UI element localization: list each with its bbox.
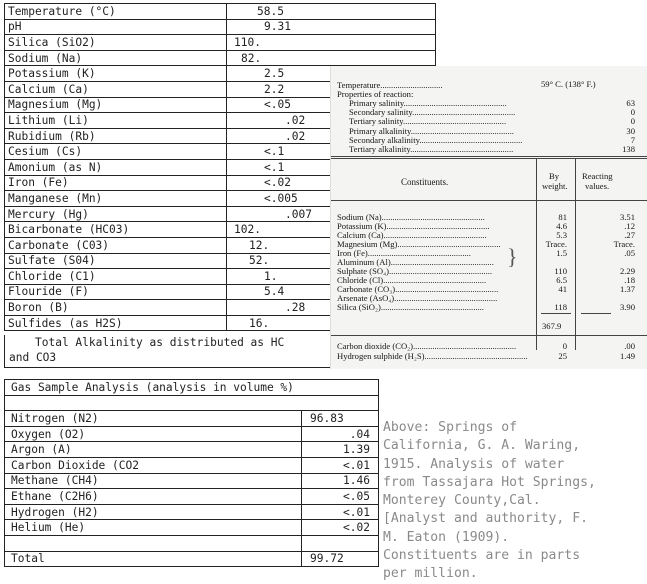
scan-constituent-row: Magnesium (Mg)................................................ <box>337 239 501 249</box>
constituent-name: Manganese (Mn) <box>5 191 227 207</box>
scan-gas-weight: 0 <box>562 341 567 351</box>
gas-total-row <box>5 551 379 567</box>
constituent-value: 1. <box>227 269 436 285</box>
scan-row-label: Hydrogen sulphide (H₂S) <box>337 350 425 361</box>
scan-row-label: Silica (SiO₂) <box>337 302 381 312</box>
constituent-value: .28 <box>227 300 436 316</box>
constituent-name: Bicarbonate (HC03) <box>5 222 227 238</box>
scan-column-rule <box>575 158 576 350</box>
scan-col-react-1: Reacting <box>582 171 613 181</box>
scan-reaction-value: 0 <box>630 116 635 127</box>
scan-col-constituents: Constituents. <box>401 177 449 187</box>
scan-constituent-react: 1.37 <box>619 284 635 294</box>
table-row <box>5 50 436 66</box>
constituent-value: 2.5 <box>227 66 436 82</box>
constituent-name: Calcium (Ca) <box>5 81 227 97</box>
constituent-name: Sodium (Na) <box>5 50 227 66</box>
gas-value: <.01 <box>302 504 379 520</box>
alkalinity-note <box>4 335 372 368</box>
table-row <box>5 473 379 489</box>
table-row <box>5 4 436 20</box>
constituent-name: Amonium (as N) <box>5 159 227 175</box>
gas-total-value: 99.72 <box>302 551 379 567</box>
table-row <box>5 35 436 51</box>
scan-row-label: Tertiary salinity <box>349 116 403 127</box>
constituent-value: 102. <box>227 222 436 238</box>
constituent-name: Rubidium (Rb) <box>5 128 227 144</box>
scan-reaction-row: Secondary salinity................................................ <box>349 107 516 118</box>
constituent-value: 5.4 <box>227 284 436 300</box>
table-row <box>5 520 379 536</box>
gas-analysis-table <box>4 379 379 567</box>
scan-constituent-row: Aluminum (Al)................................................ <box>337 257 494 267</box>
constituent-name: Potassium (K) <box>5 66 227 82</box>
scan-row-label: Primary salinity <box>349 98 404 108</box>
scan-temperature-value: 59° C. (138° F.) <box>541 79 596 89</box>
gas-total-label: Total <box>5 551 302 567</box>
gas-name: Nitrogen (N2) <box>5 411 302 427</box>
scan-reaction-value: 138 <box>622 144 635 154</box>
constituent-name: pH <box>5 19 227 35</box>
constituent-name: Flouride (F) <box>5 284 227 300</box>
scan-constituent-weight: Trace. <box>545 239 567 249</box>
scan-constituent-react: 3.90 <box>619 302 635 312</box>
constituent-value: .02 <box>227 113 436 129</box>
scan-rule <box>331 158 647 159</box>
table-row <box>5 411 379 427</box>
gas-analysis-body <box>5 380 379 411</box>
scan-rule <box>331 156 647 157</box>
scan-constituent-row: Carbonate (CO₃)................................................ <box>337 284 499 294</box>
gas-name: Oxygen (O2) <box>5 426 302 442</box>
scan-column-rule <box>536 158 537 350</box>
scan-row-label: Sulphate (SO₄) <box>337 266 389 276</box>
scan-reaction-value: 7 <box>630 134 635 145</box>
constituent-name: Mercury (Hg) <box>5 206 227 222</box>
scan-constituent-row: Calcium (Ca)................................................ <box>337 230 487 240</box>
table-row <box>5 19 436 35</box>
gas-heading: Gas Sample Analysis (analysis in volume %) <box>5 380 379 396</box>
scan-constituent-weight: 4.6 <box>556 221 567 231</box>
gas-value: 1.46 <box>302 473 379 489</box>
constituent-value: 58.5 <box>227 4 436 20</box>
gas-value: <.05 <box>302 489 379 505</box>
scan-constituent-react: .27 <box>624 230 635 240</box>
constituent-value: 52. <box>227 253 436 269</box>
scan-row-label: Chloride (Cl) <box>337 275 384 285</box>
constituent-value: 12. <box>227 237 436 253</box>
scan-reaction-value: 63 <box>626 98 635 108</box>
gas-spacer-cell <box>5 535 302 551</box>
scan-constituent-react: .12 <box>624 221 635 231</box>
scan-constituent-row: Silica (SiO₂)................................................ <box>337 302 484 312</box>
scan-row-label: Magnesium (Mg) <box>337 239 398 249</box>
table-row <box>5 489 379 505</box>
scan-constituent-react: .18 <box>624 275 635 285</box>
scan-row-label: Sodium (Na) <box>337 212 382 222</box>
scan-constituent-row: Sulphate (SO₄)................................................ <box>337 266 493 276</box>
scan-total-weight: 367.9 <box>542 321 562 331</box>
scan-reaction-row: Tertiary alkalinity................................................ <box>349 144 514 154</box>
scan-constituent-row: Sodium (Na)................................................ <box>337 212 485 222</box>
gas-name: Argon (A) <box>5 442 302 458</box>
constituent-name: Silica (SiO2) <box>5 35 227 51</box>
scan-constituent-row: Arsenate (AsO₄)................................................ <box>337 293 498 303</box>
alkalinity-note-line1: Total Alkalinity as distributed as HC <box>35 336 285 349</box>
scan-row-label: Calcium (Ca) <box>337 230 384 240</box>
gas-name: Carbon Dioxide (CO2 <box>5 457 302 473</box>
scan-constituent-weight: 110 <box>554 266 567 276</box>
scan-reaction-value: 30 <box>626 125 635 136</box>
table-row <box>5 426 379 442</box>
scan-row-label: Aluminum (Al) <box>337 257 391 267</box>
gas-heading-row <box>5 380 379 396</box>
alkalinity-note-line2: and CO3 <box>9 351 57 364</box>
scan-row-label: Potassium (K) <box>337 221 387 231</box>
constituent-value: <.05 <box>227 97 436 113</box>
scan-col-weight-2: weight. <box>542 181 568 191</box>
constituent-value: <.005 <box>227 191 436 207</box>
scan-col-weight-1: By <box>549 171 560 181</box>
gas-spacer-cell <box>5 395 379 411</box>
constituent-name: Iron (Fe) <box>5 175 227 191</box>
scan-constituent-weight: 118 <box>554 302 567 312</box>
constituent-value: 9.31 <box>227 19 436 35</box>
table-row <box>5 504 379 520</box>
constituent-name: Temperature (°C) <box>5 4 227 20</box>
scan-reaction-heading: Properties of reaction: <box>337 89 414 99</box>
gas-spacer-cell <box>302 535 379 551</box>
scan-constituent-row: Chloride (Cl)................................................ <box>337 275 487 285</box>
scan-row-label: Tertiary alkalinity <box>349 144 411 154</box>
constituent-value: 82. <box>227 50 436 66</box>
gas-name: Hydrogen (H2) <box>5 504 302 520</box>
scanned-analysis-image <box>330 66 647 369</box>
table-row <box>5 442 379 458</box>
scan-constituent-react: 2.29 <box>619 266 635 276</box>
gas-rows <box>5 411 379 536</box>
constituent-name: Sulfides (as H2S) <box>5 315 227 331</box>
scan-reaction-row: Tertiary salinity................................................ <box>349 116 507 127</box>
constituent-name: Lithium (Li) <box>5 113 227 129</box>
table-row <box>5 457 379 473</box>
constituent-name: Sulfate (S04) <box>5 253 227 269</box>
scan-reaction-row: Primary salinity................................................ <box>349 98 507 108</box>
scan-row-label: Secondary alkalinity <box>349 134 420 145</box>
scan-constituent-weight: 81 <box>558 212 567 222</box>
gas-value: <.01 <box>302 457 379 473</box>
scan-gas-row: Hydrogen sulphide (H₂S)................................................ <box>337 350 528 361</box>
scan-reaction-row: Primary alkalinity................................................ <box>349 125 514 136</box>
scan-constituent-react: .05 <box>624 248 635 258</box>
scan-rule <box>541 313 571 314</box>
gas-value: 1.39 <box>302 442 379 458</box>
scan-rule <box>581 313 611 314</box>
scan-row-label: Secondary salinity <box>349 107 413 118</box>
scan-col-react-2: values. <box>585 181 610 191</box>
scan-constituent-react: Trace. <box>613 239 635 249</box>
constituent-value: .007 <box>227 206 436 222</box>
scan-gas-weight: 25 <box>558 350 567 361</box>
scan-constituent-weight: 6.5 <box>556 275 567 285</box>
constituent-value: <.02 <box>227 175 436 191</box>
constituent-value: 2.2 <box>227 81 436 97</box>
scan-gas-react: .00 <box>624 341 635 351</box>
gas-value: .04 <box>302 426 379 442</box>
constituent-name: Chloride (C1) <box>5 269 227 285</box>
scan-gas-row: Carbon dioxide (CO₂)................................................ <box>337 341 517 351</box>
scan-row-label: Iron (Fe) <box>337 248 368 258</box>
scan-constituent-react: 3.51 <box>619 212 635 222</box>
constituent-value: <.1 <box>227 144 436 160</box>
gas-name: Helium (He) <box>5 520 302 536</box>
scan-brace-mark: } <box>507 244 518 269</box>
scan-constituent-weight: 5.3 <box>556 230 567 240</box>
scan-constituent-row: Potassium (K)................................................ <box>337 221 490 231</box>
constituent-name: Carbonate (C03) <box>5 237 227 253</box>
gas-value: <.02 <box>302 520 379 536</box>
source-caption: Above: Springs of California, G. A. Waring, 1915. Analysis of water from Tassajara Hot Springs, Monterey County,Cal. [Analyst and authority, F. M. Eaton (1909). Constituents are in parts per million. <box>383 420 596 582</box>
gas-total-body <box>5 535 379 566</box>
scan-row-label: Carbon dioxide (CO₂) <box>337 341 414 351</box>
scan-temperature-label: Temperature............................. <box>337 80 443 90</box>
gas-spacer-row-2 <box>5 535 379 551</box>
constituent-name: Cesium (Cs) <box>5 144 227 160</box>
gas-name: Ethane (C2H6) <box>5 489 302 505</box>
constituent-value: 110. <box>227 35 436 51</box>
gas-spacer-row <box>5 395 379 411</box>
scan-row-label: Carbonate (CO₃) <box>337 284 396 294</box>
constituent-value: <.1 <box>227 159 436 175</box>
scan-row-label: Arsenate (AsO₄) <box>337 293 395 303</box>
gas-name: Methane (CH4) <box>5 473 302 489</box>
gas-value: 96.83 <box>302 411 379 427</box>
constituent-value: .02 <box>227 128 436 144</box>
scan-constituent-weight: 41 <box>558 284 567 294</box>
scan-rule <box>331 335 647 336</box>
constituent-value: 16. <box>227 315 436 331</box>
scan-rule <box>331 200 647 201</box>
scan-gas-react: 1.49 <box>619 350 635 361</box>
constituent-name: Magnesium (Mg) <box>5 97 227 113</box>
scan-constituent-row: Iron (Fe)................................................ <box>337 248 471 258</box>
constituent-name: Boron (B) <box>5 300 227 316</box>
scan-row-label: Primary alkalinity <box>349 125 411 136</box>
scan-reaction-row: Secondary alkalinity................................................ <box>349 134 523 145</box>
scan-reaction-value: 0 <box>630 107 635 118</box>
scan-constituent-weight: 1.5 <box>556 248 567 258</box>
